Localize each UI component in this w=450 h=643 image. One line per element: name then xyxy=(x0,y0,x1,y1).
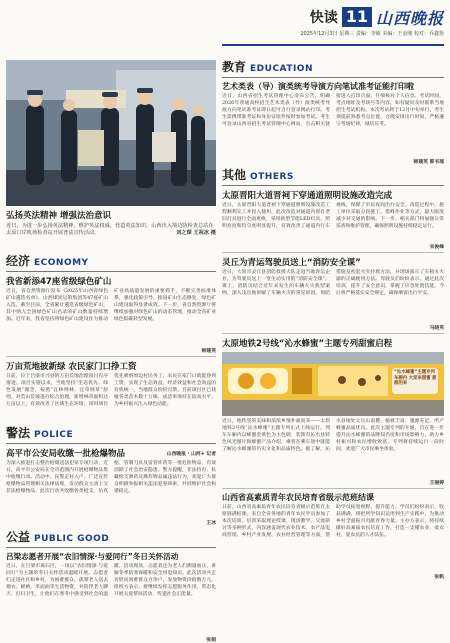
police-title-en: POLICE xyxy=(34,430,74,440)
economy-headline-2: 万亩荒地披新绿 农民家门口挣工资 xyxy=(6,362,137,372)
economy-body-2: 日前，位于吕梁市兴县的万亩荒地治理项目有序推进。项目实施以来，当地坚持“生态优先、绿色发展”理念，按照“宜林则林、宜草则草”原则，对荒山荒坡进行综合治理，新增林草面积达万亩以上，有效改善了区域生态环境。同时项目优先吸纳周边村民务工，农民在家门口就能挣到工资，实现了生态效益、经济效益和社会效益的有机统一，当地群众纷纷点赞。目前项目区已栽植各类苗木数十万株，成活率保持在较高水平，为乡村振兴注入绿色动能。 xyxy=(6,374,216,407)
caption-title: 弘扬英法精神 增强法治意识 xyxy=(6,211,111,221)
education-headline: 艺术类表（导）演类统考导演方向笔试准考证能打印啦 xyxy=(222,82,414,91)
police-byline: 王冰 xyxy=(206,521,216,526)
others-title-cn: 其他 xyxy=(222,168,247,182)
others-headline-4: 山西省高素质青年农民培育省级示范班结课 xyxy=(222,493,374,502)
police-body: 为深入推进打击整治枪爆违法犯罪专项行动，近日，高平市公安局在全市范围内开展枪爆物品集中收缴行动。活动中，民警走村入户，广泛宣传枪爆物品管理相关法律法规，发动群众主动上交非法枪爆物品。此次行动共收缴各类枪支、仿真枪、管制刀具及雷管炸药等一批危险物品，有效消除了社会治安隐患。警方提醒，非法持有、私藏枪支弹药及爆炸物品属违法行为，欢迎广大群众积极举报相关违法犯罪线索，共同维护社会和谐稳定。 xyxy=(6,461,216,494)
police-headline: 高平市公安局收缴一批枪爆物品 xyxy=(6,449,126,459)
others-headline-1: 太原晋阳大道晋祠下穿通道照明设施改造完成 xyxy=(222,191,393,201)
public-good-body: 近日，在吕梁市离石区，一场以“农旧情深·与爱同行”为主题的冬日关怀活动温暖开展。志愿者们走进社区和乡村，为困难群众、孤寡老人送去棉衣、棉被、米面油等生活物资，并陪伴老人聊天、打扫卫生，让他们在寒冬中感受到社会的温暖。活动现场，志愿者还为老人们测量血压，讲解冬季防寒保暖和安全用电知识。此次活动共走访慰问困难群众百余户，发放物资价值数万元。组织方表示，将继续发挥志愿服务作用，常态化开展关爱帮扶活动，传递社会正能量。 xyxy=(6,564,216,597)
police-section xyxy=(6,424,216,526)
education-section xyxy=(222,58,444,165)
public-good-headline: 吕梁志愿者开展“农旧情深·与爱同行”冬日关怀活动 xyxy=(6,552,179,561)
others-byline-4: 张帆 xyxy=(434,575,444,580)
masthead-rule xyxy=(222,44,444,46)
police-header xyxy=(6,424,216,444)
public-good-title-en: PUBLIC GOOD xyxy=(34,534,110,544)
train-sign-text: “沁水蜂蜜”主题专列 车厢内 大家来甜蜜 甜甜的来 xyxy=(394,370,437,387)
economy-headline-1: 我省新添47座省级绿色矿山 xyxy=(6,277,112,287)
economy-title-cn: 经济 xyxy=(6,254,31,268)
economy-body-1: 近日，省自然资源厅发布《2025年山西省绿色矿山遴选名单》，山西煤炭运销集团等47座矿山入选。截至目前，全省累计遴选省级绿色矿山，其中纳入全国绿色矿山名录的矿山数量持续增加。近年来，我省坚持将绿色矿山建设作为推动矿业高质量发展的重要抓手，不断完善标准体系，强化政策引导，推进矿山生态修复，绿色矿山建设取得显著成效。下一步，省自然资源厅将继续加强对绿色矿山的动态管理，推动全省矿业绿色低碳转型发展。 xyxy=(6,289,216,322)
others-byline-1: 宋俊峰 xyxy=(429,245,444,250)
education-byline: 韩建英 郭书瑶 xyxy=(413,160,444,165)
education-title-en: EDUCATION xyxy=(250,64,313,74)
section-name: 快读 xyxy=(309,10,338,26)
public-good-section xyxy=(6,528,216,643)
education-title-cn: 教育 xyxy=(222,60,247,74)
others-body-1: 近日，太原晋阳大道晋祠下穿通道照明设施改造工程顺利完工并投入使用。此次改造对通道内原有老旧灯具进行全面更换，采用新型节能LED灯具，照明亮度和均匀度明显提升，有效改善了通道内行车视线，保障了市民夜间出行安全。改造过程中，施工单位采取分段施工、错峰作业等方式，最大限度减少对交通的影响。下一步，相关部门将加强日常巡查和维护管理，确保照明设施持续稳定运行。 xyxy=(222,203,444,229)
subway-train-photo xyxy=(222,352,444,416)
others-byline-2: 马晓英 xyxy=(429,326,444,331)
public-good-byline: 张娟 xyxy=(206,638,216,643)
masthead xyxy=(222,6,444,46)
economy-header xyxy=(6,252,216,272)
news-photo xyxy=(6,60,216,206)
others-body-3: 近日，地铁里的美味和浓浓乡情扑面而来——太原地铁2号线“沁水蜂蜜”主题专列正式上线运行。列车车厢内以蜂蜜金黄色为主色调，装饰有沁水县特色风光图片和蜂蜜产品介绍，乘客在乘车途中就能了解沁水蜂蜜的历史文化和品质特色。据了解，沁水县地处太岳山南麓，植被丰富，蜜源充足，所产蜂蜜品质优良。此次主题专列的开通，旨在进一步提升沁水蜂蜜的品牌知名度和市场影响力，助力乡村振兴和农民增收致富。专列将持续运行一段时间，欢迎广大市民乘坐体验。 xyxy=(222,419,444,452)
caption-credit: 刘之琛 王祝冰 摄 xyxy=(176,230,216,236)
others-header xyxy=(222,166,444,186)
economy-byline-1: 韩建英 xyxy=(201,349,216,354)
others-section xyxy=(222,166,444,580)
economy-byline-2: 山西晚报 · 山河+ 记者 xyxy=(166,452,216,457)
economy-title-en: ECONOMY xyxy=(34,258,89,268)
page-number: 11 xyxy=(342,7,372,27)
others-headline-2: 灵丘为青运驾驶员送上“消防安全课” xyxy=(222,258,361,268)
caption-body: 近日，为进一步弘扬英法精神，维护英法权威，营造英法知识，山西出入境边防检查总站在太原口岸机场检查站开展普法宣传活动。 xyxy=(6,223,214,236)
paper-logo: 山西晚报 xyxy=(375,8,444,28)
police-title-cn: 警法 xyxy=(6,426,31,440)
others-body-2: 近日，大同市灵丘县消防救援大队走进当地客运企业，为驾驶员送上一堂生动实用的“消防安全课”。课上，消防员结合近年来发生的车辆火灾典型案例，深入浅出地讲解了车辆火灾的常见原因、预防措施及初起火灾扑救方法，并现场演示了车载灭火器的正确使用方法。驾驶员们纷纷表示，通过此次培训，提升了安全意识，掌握了应急处置技能，今后将严格落实安全规定，确保乘客出行平安。 xyxy=(222,270,444,296)
photo-caption xyxy=(6,209,216,237)
others-title-en: OTHERS xyxy=(250,172,294,182)
public-good-title-cn: 公益 xyxy=(6,530,31,544)
others-byline-3: 王丽婷 xyxy=(429,481,444,486)
issue-info: 2025年12月3日 星期三 责编：李敏 美编：王金刚 校对：乔鑫艳 xyxy=(300,31,444,37)
public-good-header xyxy=(6,528,216,548)
others-body-4: 日前，山西省高素质青年农民培育省级示范班在太原圆满结课。来自全省各地的青年农民学员参加了本次培训。培训采取理论授课、现场教学、交流研讨等多种形式，内容涵盖现代农业技术、农产品电商营销、乡村产业发展、农业经营管理等方面，帮助学员拓宽视野、提升能力。学员们纷纷表示，收获满满，将把所学知识运用到生产实践中，为推动乡村全面振兴贡献青春力量。主办方表示，将持续做好高素质农民培育工作，打造一支懂农业、爱农村、爱农民的人才队伍。 xyxy=(222,505,444,538)
education-body: 近日，山西省招生考试管理中心发布公告，明确2026年普通高校招生艺术类表（导）演类统考导演方向笔试准考证即日起可自行登录网站打印。考生需携带准考证和身份证原件按时参加考试。考生可登录山西省招生考试管理中心网站，点击相关链接进入打印页面，仔细核对个人信息、考试时间、考点地址及考场号等内容，如有疑问及时联系当地招生考试机构。本次考试将于12月中旬举行，考生须提前熟悉考点位置，合理安排出行时间，严格遵守考场纪律，诚信应考。 xyxy=(222,94,444,127)
others-headline-3: 太原地铁2号线“沁水蜂蜜”主题专列甜蜜启程 xyxy=(222,339,393,349)
education-header xyxy=(222,58,444,78)
